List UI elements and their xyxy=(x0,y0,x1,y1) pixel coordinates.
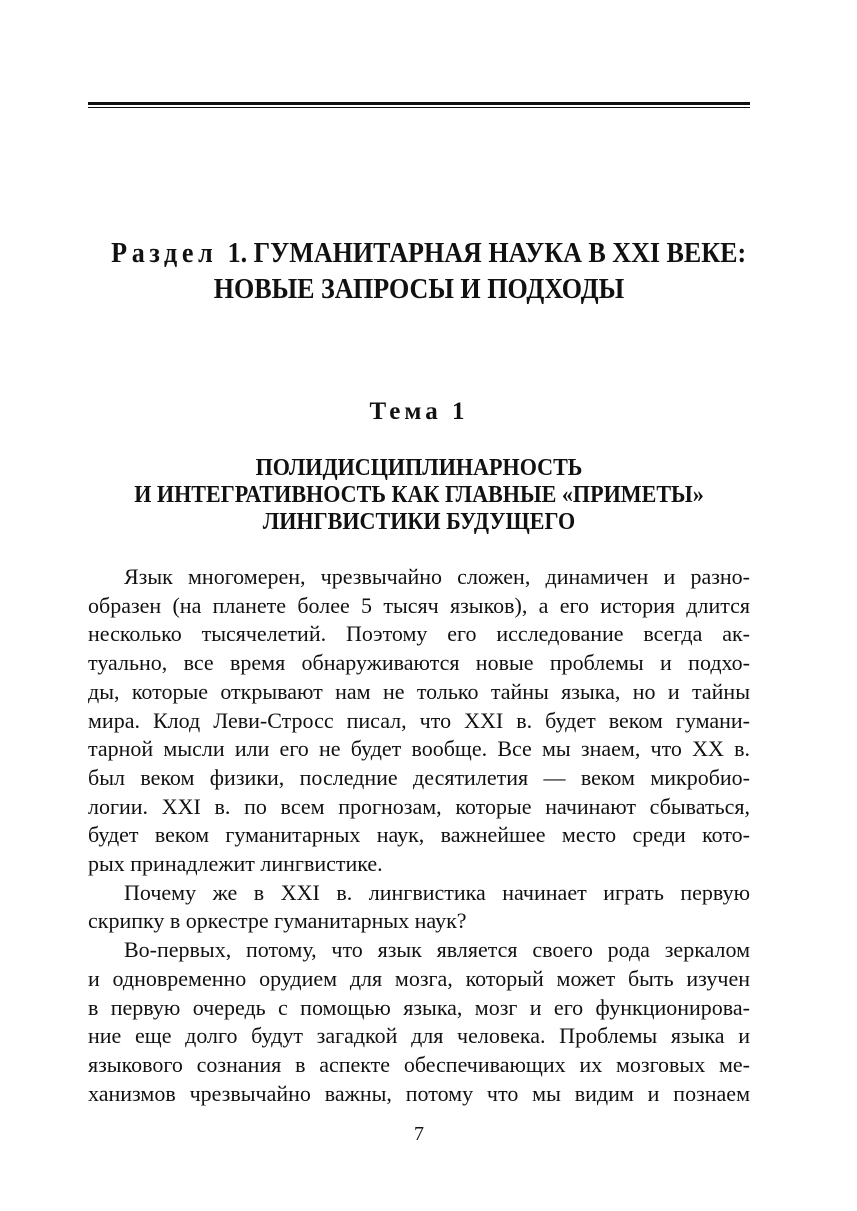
text-line: рых принадлежит лингвистике. xyxy=(88,851,383,877)
paragraph xyxy=(88,936,750,1108)
topic-title-line: И ИНТЕГРАТИВНОСТЬ КАК ГЛАВНЫЕ «ПРИМЕТЫ» xyxy=(134,482,704,508)
topic-label: Тема 1 xyxy=(369,398,469,425)
text-line: Во-первых, потому, что язык является своего рода зеркалом xyxy=(124,937,750,963)
paragraph xyxy=(88,563,750,879)
text-line: Почему же в XXI в. лингвистика начинает играть первую xyxy=(124,879,750,905)
text-line: туально, все время обнаруживаются новые проблемы и подхо- xyxy=(88,650,750,676)
text-line: ние еще долго будут загадкой для человека. Проблемы языка и xyxy=(88,1023,750,1049)
header-rule-thick xyxy=(88,102,750,105)
section-prefix: Раздел xyxy=(111,238,218,269)
text-line: ханизмов чрезвычайно важны, потому что мы видим и познаем xyxy=(88,1080,750,1106)
text-line: Язык многомерен, чрезвычайно сложен, динамичен и разно- xyxy=(124,564,750,589)
text-line: скрипку в оркестре гуманитарных наук? xyxy=(88,908,467,934)
section-title-line: НОВЫЕ ЗАПРОСЫ И ПОДХОДЫ xyxy=(213,274,625,305)
page-number: 7 xyxy=(414,1123,424,1145)
topic-title xyxy=(114,455,723,536)
text-line: был веком физики, последние десятилетия — веком микробио- xyxy=(88,764,750,790)
text-line: мира. Клод Леви-Стросс писал, что XXI в. будет веком гумани- xyxy=(88,707,750,733)
section-title xyxy=(111,236,747,308)
text-line: логии. XXI в. по всем прогнозам, которые начинают сбываться, xyxy=(88,793,750,819)
header-rule-thin xyxy=(88,107,750,108)
topic-title-line: ЛИНГВИСТИКИ БУДУЩЕГО xyxy=(262,509,576,535)
text-line: тарной мысли или его не будет вообще. Все мы знаем, что XX в. xyxy=(88,736,750,762)
text-line: языкового сознания в аспекте обеспечивающих их мозговых ме- xyxy=(88,1051,750,1077)
body-text xyxy=(88,563,750,1108)
section-title-line xyxy=(111,236,747,272)
topic-title-line: ПОЛИДИСЦИПЛИНАРНОСТЬ xyxy=(255,455,583,481)
text-line: образен (на планете более 5 тысяч языков), а его история длится xyxy=(88,592,750,618)
text-line: будет веком гуманитарных наук, важнейшее место среди кото- xyxy=(88,822,750,848)
text-line: в первую очередь с помощью языка, мозг и его функционирова- xyxy=(88,994,750,1020)
section-title-text: 1. ГУМАНИТАРНАЯ НАУКА В XXI ВЕКЕ: xyxy=(227,238,747,269)
text-line: несколько тысячелетий. Поэтому его исследование всегда ак- xyxy=(88,621,750,647)
text-line: ды, которые открывают нам не только тайны языка, но и тайны xyxy=(88,678,750,704)
paragraph xyxy=(88,879,750,936)
text-line: и одновременно орудием для мозга, который может быть изучен xyxy=(88,965,750,991)
